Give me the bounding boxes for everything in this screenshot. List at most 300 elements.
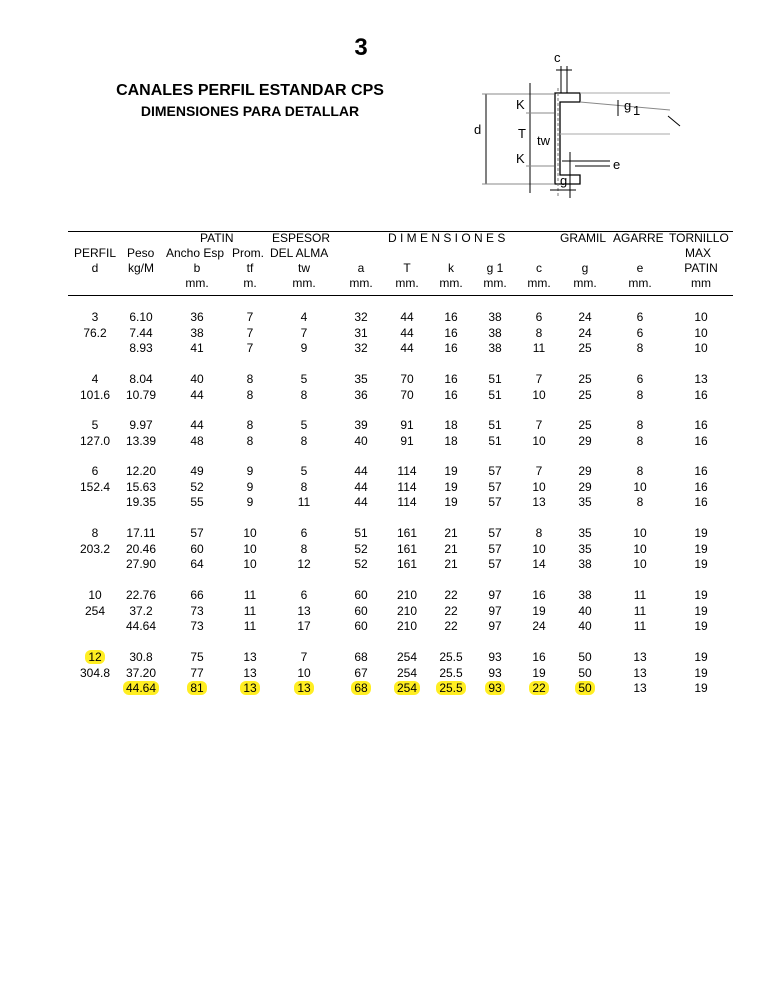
table-header-rule <box>68 295 733 296</box>
cell-patin <box>675 526 727 541</box>
cell-a-value: 44 <box>354 479 368 494</box>
cell-t-value: 254 <box>396 665 418 680</box>
cell-c <box>513 464 565 479</box>
cell-peso <box>115 372 167 387</box>
cell-e <box>614 619 666 634</box>
cell-c <box>513 310 565 325</box>
cell-g-value: 24 <box>578 325 592 340</box>
cell-c-value: 11 <box>532 341 546 355</box>
cell-peso <box>115 341 167 356</box>
cell-prom <box>224 480 276 495</box>
cell-k-value: 21 <box>444 526 458 540</box>
cell-tw-value: 8 <box>300 433 308 448</box>
cell-c <box>513 341 565 356</box>
channel-profile-diagram <box>470 48 690 203</box>
cell-ancho <box>171 619 223 634</box>
cell-tw-value: 8 <box>300 479 308 494</box>
header-symbol-peso-value: kg/M <box>127 261 154 275</box>
cell-t-value: 210 <box>396 619 418 633</box>
cell-e <box>614 434 666 449</box>
cell-a <box>335 557 387 572</box>
cell-prom-value: 11 <box>243 588 257 602</box>
header-gramil: GRAMIL <box>560 231 607 245</box>
cell-peso-value: 13.39 <box>125 433 157 448</box>
cell-k-value: 22 <box>444 588 458 602</box>
cell-e-value: 11 <box>633 588 647 602</box>
cell-tw <box>278 604 330 619</box>
cell-prom-value: 10 <box>243 557 257 571</box>
cell-perfil-value: 127.0 <box>79 433 111 448</box>
cell-g <box>559 542 611 557</box>
cell-perfil <box>69 650 121 665</box>
cell-tw-value: 8 <box>300 387 308 402</box>
header-symbol-prom-value: tf <box>246 261 254 275</box>
cell-c-value: 14 <box>532 557 546 571</box>
cell-prom-value: 9 <box>246 479 254 494</box>
cell-t-value: 254 <box>396 650 418 664</box>
cell-tw-value: 6 <box>300 588 308 602</box>
cell-g-value: 29 <box>578 479 592 494</box>
cell-g <box>559 480 611 495</box>
cell-peso <box>115 650 167 665</box>
cell-prom <box>224 326 276 341</box>
cell-t-value: 114 <box>397 464 417 478</box>
cell-ancho <box>171 681 223 696</box>
cell-k-value: 18 <box>444 418 458 432</box>
cell-peso <box>115 326 167 341</box>
cell-c-value: 22 <box>529 681 548 695</box>
cell-tw-value: 17 <box>297 619 311 633</box>
cell-patin <box>675 310 727 325</box>
header-symbol-perfil-value: d <box>91 261 99 275</box>
cell-peso <box>115 310 167 325</box>
cell-perfil <box>69 388 121 403</box>
cell-peso-value: 44.64 <box>125 619 157 633</box>
cell-tw-value: 10 <box>297 665 311 680</box>
cell-g <box>559 557 611 572</box>
cell-a <box>335 480 387 495</box>
cell-peso-value: 10.79 <box>125 387 157 402</box>
cell-ancho <box>171 526 223 541</box>
cell-a-value: 40 <box>354 433 368 448</box>
cell-patin-value: 16 <box>694 387 708 402</box>
cell-g <box>559 388 611 403</box>
cell-ancho <box>171 372 223 387</box>
cell-patin-value: 19 <box>694 619 708 633</box>
cell-c-value: 24 <box>532 619 546 633</box>
cell-prom <box>224 604 276 619</box>
cell-a <box>335 604 387 619</box>
cell-perfil-value: 101.6 <box>79 387 111 402</box>
header-symbol-t-value: T <box>403 261 411 275</box>
cell-a <box>335 434 387 449</box>
cell-a-value: 32 <box>354 341 368 355</box>
cell-t-value: 254 <box>394 681 420 695</box>
cell-patin-value: 16 <box>694 418 708 432</box>
cell-g1-value: 38 <box>488 325 502 340</box>
cell-c-value: 10 <box>532 387 546 402</box>
cell-prom-value: 8 <box>246 418 254 432</box>
cell-t-value: 161 <box>396 526 418 540</box>
cell-e-value: 10 <box>633 557 647 571</box>
cell-tw <box>278 650 330 665</box>
cell-k-value: 22 <box>444 603 458 618</box>
header-prom: Prom. <box>232 246 265 260</box>
cell-ancho <box>171 434 223 449</box>
cell-prom-value: 13 <box>243 650 257 664</box>
cell-peso <box>115 495 167 510</box>
cell-peso <box>115 480 167 495</box>
cell-c <box>513 526 565 541</box>
cell-k-value: 25.5 <box>439 665 463 680</box>
cell-tw <box>278 588 330 603</box>
cell-perfil-value: 254 <box>84 603 106 618</box>
cell-patin <box>675 464 727 479</box>
header-symbol-peso <box>115 261 167 276</box>
cell-patin <box>675 681 727 696</box>
cell-c <box>513 557 565 572</box>
cell-e-value: 8 <box>636 418 644 432</box>
cell-tw-value: 8 <box>300 541 308 556</box>
cell-patin-value: 10 <box>694 325 708 340</box>
cell-patin <box>675 650 727 665</box>
diagram-label-g-bottom: g <box>560 173 568 188</box>
cell-ancho-value: 60 <box>190 541 204 556</box>
cell-peso <box>115 434 167 449</box>
cell-g1-value: 51 <box>488 387 502 402</box>
cell-k-value: 21 <box>444 541 458 556</box>
header-tornillo: TORNILLO <box>669 231 729 245</box>
cell-t-value: 114 <box>397 495 417 509</box>
cell-e-value: 10 <box>633 541 647 556</box>
cell-peso-value: 30.8 <box>129 650 153 664</box>
cell-e <box>614 650 666 665</box>
cell-tw <box>278 326 330 341</box>
cell-ancho-value: 55 <box>190 495 204 509</box>
cell-ancho-value: 73 <box>190 603 204 618</box>
cell-c <box>513 326 565 341</box>
cell-a <box>335 526 387 541</box>
cell-c-value: 10 <box>532 541 546 556</box>
header-ancho-esp: Ancho Esp <box>166 246 225 260</box>
cell-e <box>614 388 666 403</box>
cell-t-value: 91 <box>400 418 414 432</box>
cell-g <box>559 650 611 665</box>
cell-tw-value: 6 <box>300 526 308 540</box>
cell-g <box>559 666 611 681</box>
cell-peso-value: 37.20 <box>125 665 157 680</box>
cell-peso-value: 37.2 <box>129 603 153 618</box>
cell-patin-value: 19 <box>694 526 708 540</box>
cell-g-value: 40 <box>578 619 592 633</box>
header-unit-g <box>559 276 611 291</box>
cell-peso <box>115 681 167 696</box>
cell-tw-value: 13 <box>297 603 311 618</box>
cell-g <box>559 495 611 510</box>
header-symbol-e-value: e <box>636 261 644 275</box>
cell-g1-value: 38 <box>488 310 502 324</box>
cell-perfil-value: 10 <box>88 588 102 602</box>
cell-a-value: 44 <box>354 495 368 509</box>
cell-a <box>335 542 387 557</box>
cell-a-value: 67 <box>354 665 368 680</box>
cell-a-value: 51 <box>354 526 368 540</box>
cell-g1-value: 93 <box>488 650 502 664</box>
cell-g1-value: 57 <box>488 557 502 571</box>
cell-g-value: 50 <box>575 681 594 695</box>
header-max: MAX <box>685 246 712 260</box>
cell-a <box>335 666 387 681</box>
cell-patin-value: 19 <box>694 588 708 602</box>
cell-prom-value: 11 <box>243 619 257 633</box>
cell-a-value: 32 <box>354 310 368 324</box>
cell-ancho-value: 48 <box>190 433 204 448</box>
cell-c-value: 10 <box>532 433 546 448</box>
cell-ancho <box>171 326 223 341</box>
cell-g-value: 50 <box>578 665 592 680</box>
cell-e <box>614 326 666 341</box>
cell-ancho <box>171 604 223 619</box>
cell-a <box>335 326 387 341</box>
cell-tw-value: 5 <box>300 464 308 478</box>
cell-prom-value: 8 <box>246 433 254 448</box>
cell-tw <box>278 480 330 495</box>
cell-tw-value: 4 <box>300 310 308 324</box>
cell-peso <box>115 557 167 572</box>
cell-patin <box>675 480 727 495</box>
header-unit-ancho <box>171 276 223 291</box>
cell-e-value: 13 <box>633 665 647 680</box>
cell-tw <box>278 666 330 681</box>
cell-ancho-value: 38 <box>190 325 204 340</box>
cell-g1-value: 57 <box>488 464 502 478</box>
cell-k-value: 19 <box>444 495 458 509</box>
cell-g-value: 24 <box>578 310 592 324</box>
cell-prom <box>224 372 276 387</box>
cell-c <box>513 434 565 449</box>
cell-peso-value: 8.04 <box>129 372 153 386</box>
cell-tw <box>278 341 330 356</box>
cell-prom <box>224 418 276 433</box>
header-unit-a-value: mm. <box>349 276 373 290</box>
header-symbol-prom <box>224 261 276 276</box>
cell-e <box>614 588 666 603</box>
header-symbol-g1-value: g 1 <box>486 261 504 275</box>
cell-g <box>559 464 611 479</box>
cell-perfil <box>69 372 121 387</box>
cell-c-value: 7 <box>535 464 543 478</box>
cell-g1-value: 97 <box>488 588 502 602</box>
cell-g <box>559 326 611 341</box>
cell-g1-value: 57 <box>488 541 502 556</box>
cell-prom <box>224 681 276 696</box>
header-symbol-g <box>559 261 611 276</box>
cell-c <box>513 681 565 696</box>
cell-t-value: 70 <box>400 372 414 386</box>
cell-prom-value: 13 <box>240 681 259 695</box>
cell-perfil <box>69 464 121 479</box>
cell-k-value: 19 <box>444 464 458 478</box>
header-unit-patin <box>675 276 727 291</box>
cell-prom <box>224 557 276 572</box>
cell-g <box>559 681 611 696</box>
page-title: CANALES PERFIL ESTANDAR CPS <box>116 82 384 99</box>
cell-t-value: 114 <box>397 479 417 494</box>
cell-c-value: 13 <box>532 495 546 509</box>
cell-ancho <box>171 388 223 403</box>
cell-k-value: 18 <box>444 433 458 448</box>
cell-prom-value: 7 <box>246 325 254 340</box>
cell-c <box>513 372 565 387</box>
cell-prom <box>224 495 276 510</box>
cell-e-value: 13 <box>633 681 647 695</box>
header-unit-prom <box>224 276 276 291</box>
header-unit-g-value: mm. <box>573 276 597 290</box>
cell-g <box>559 526 611 541</box>
header-unit-e-value: mm. <box>628 276 652 290</box>
cell-g-value: 29 <box>578 464 592 478</box>
cell-patin <box>675 588 727 603</box>
cell-tw <box>278 526 330 541</box>
cell-a-value: 52 <box>354 557 368 571</box>
diagram-label-g: g <box>624 98 632 113</box>
header-unit-c <box>513 276 565 291</box>
cell-perfil-value: 12 <box>85 650 104 664</box>
cell-e <box>614 495 666 510</box>
cell-patin-value: 19 <box>694 650 708 664</box>
cell-k-value: 22 <box>444 619 458 633</box>
cell-patin-value: 19 <box>694 665 708 680</box>
cell-peso-value: 17.11 <box>126 526 156 540</box>
cell-g1-value: 97 <box>488 603 502 618</box>
cell-c <box>513 388 565 403</box>
diagram-label-t: T <box>518 126 526 141</box>
cell-tw <box>278 542 330 557</box>
cell-e <box>614 604 666 619</box>
cell-a-value: 36 <box>354 387 368 402</box>
cell-peso <box>115 418 167 433</box>
cell-ancho-value: 77 <box>190 665 204 680</box>
cell-ancho-value: 75 <box>190 650 204 664</box>
cell-ancho <box>171 310 223 325</box>
cell-c <box>513 604 565 619</box>
cell-ancho <box>171 650 223 665</box>
header-symbol-a <box>335 261 387 276</box>
cell-peso <box>115 464 167 479</box>
cell-perfil <box>69 526 121 541</box>
header-unit-e <box>614 276 666 291</box>
cell-ancho <box>171 341 223 356</box>
cell-perfil <box>69 604 121 619</box>
cell-a-value: 68 <box>354 650 368 664</box>
cell-t-value: 44 <box>400 341 414 355</box>
cell-g1-value: 57 <box>488 526 502 540</box>
cell-perfil-value: 203.2 <box>79 541 111 556</box>
cell-t-value: 161 <box>396 541 418 556</box>
cell-peso-value: 6.10 <box>129 310 153 324</box>
cell-a <box>335 388 387 403</box>
cell-e-value: 6 <box>636 372 644 386</box>
cell-patin-value: 10 <box>694 341 708 355</box>
cell-ancho-value: 57 <box>190 526 204 540</box>
cell-g-value: 35 <box>578 495 592 509</box>
header-espesor: ESPESOR <box>272 231 331 245</box>
header-unit-k-value: mm. <box>439 276 463 290</box>
diagram-label-k-top: K <box>516 97 525 112</box>
cell-perfil-value: 6 <box>91 464 99 478</box>
cell-prom <box>224 310 276 325</box>
cell-perfil <box>69 588 121 603</box>
cell-ancho-value: 49 <box>190 464 204 478</box>
cell-perfil <box>69 542 121 557</box>
cell-perfil <box>69 480 121 495</box>
cell-k-value: 16 <box>444 325 458 340</box>
diagram-label-e: e <box>613 157 621 172</box>
cell-c-value: 19 <box>532 665 546 680</box>
cell-k-value: 16 <box>444 387 458 402</box>
cell-t-value: 70 <box>400 387 414 402</box>
cell-prom-value: 8 <box>246 372 254 386</box>
header-agarre: AGARRE <box>613 231 664 245</box>
cell-g1-value: 57 <box>488 495 502 509</box>
cell-t-value: 161 <box>396 557 418 571</box>
cell-ancho <box>171 557 223 572</box>
page-subtitle: DIMENSIONES PARA DETALLAR <box>140 103 360 119</box>
cell-prom <box>224 341 276 356</box>
cell-perfil-value: 5 <box>91 418 99 432</box>
cell-prom <box>224 619 276 634</box>
cell-tw <box>278 418 330 433</box>
cell-peso-value: 12.20 <box>125 464 157 478</box>
diagram-label-k-bottom: K <box>516 151 525 166</box>
cell-e-value: 8 <box>636 341 644 355</box>
cell-g1-value: 51 <box>488 418 502 432</box>
cell-tw <box>278 495 330 510</box>
cell-e <box>614 666 666 681</box>
header-symbol-tw <box>278 261 330 276</box>
header-symbol-ancho-value: b <box>193 261 201 275</box>
cell-ancho-value: 52 <box>190 479 204 494</box>
cell-g-value: 35 <box>578 541 592 556</box>
cell-prom-value: 10 <box>243 541 257 556</box>
cell-ancho-value: 41 <box>190 341 204 355</box>
cell-a-value: 60 <box>354 603 368 618</box>
header-symbol-k-value: k <box>448 261 454 275</box>
cell-tw <box>278 619 330 634</box>
cell-ancho-value: 73 <box>190 619 204 633</box>
cell-ancho <box>171 666 223 681</box>
cell-t-value: 210 <box>396 603 418 618</box>
cell-a-value: 35 <box>354 372 368 386</box>
cell-k-value: 25.5 <box>436 681 465 695</box>
cell-a <box>335 495 387 510</box>
cell-a <box>335 464 387 479</box>
header-unit-g1-value: mm. <box>483 276 507 290</box>
cell-peso-value: 44.64 <box>123 681 159 695</box>
cell-prom-value: 8 <box>246 387 254 402</box>
cell-g-value: 38 <box>578 557 592 571</box>
cell-e-value: 8 <box>636 387 644 402</box>
cell-ancho <box>171 495 223 510</box>
cell-g1-value: 57 <box>488 479 502 494</box>
header-symbol-patin-value: PATIN <box>684 261 718 275</box>
cell-prom <box>224 464 276 479</box>
cell-c <box>513 418 565 433</box>
cell-e <box>614 372 666 387</box>
cell-a <box>335 418 387 433</box>
header-unit-prom-value: m. <box>243 276 257 290</box>
cell-a-value: 52 <box>354 541 368 556</box>
